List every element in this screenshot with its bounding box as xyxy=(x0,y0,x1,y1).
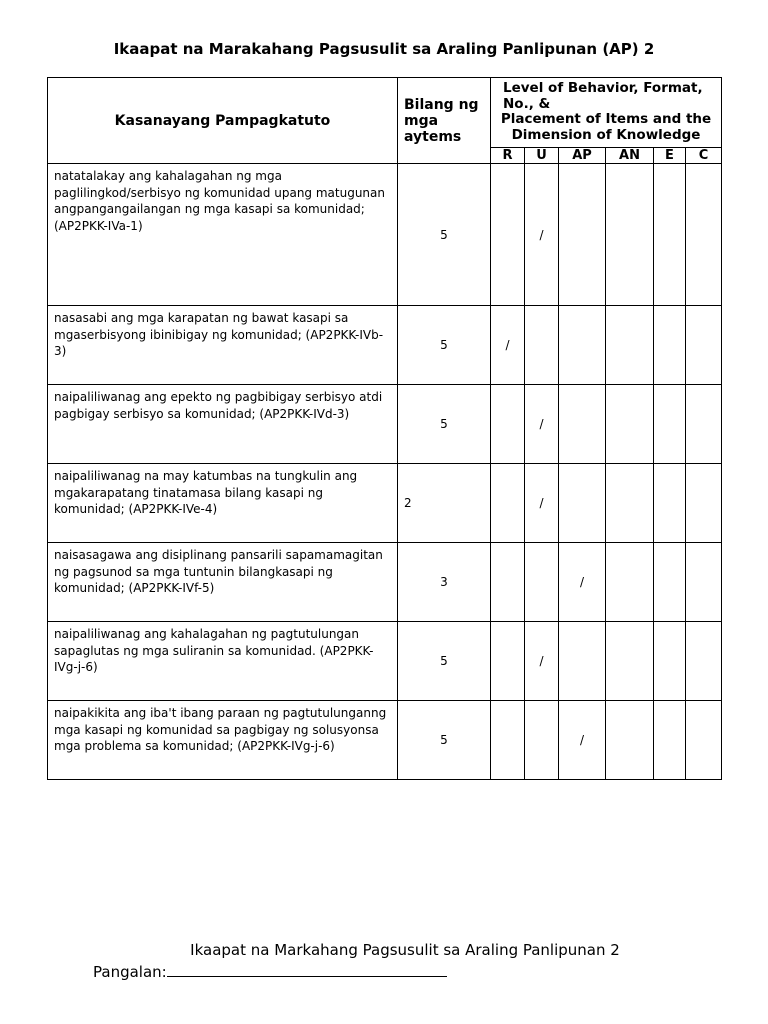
name-blank-line[interactable] xyxy=(167,962,447,977)
mark-an xyxy=(606,622,654,701)
mark-r: / xyxy=(491,306,525,385)
footer-title: Ikaapat na Markahang Pagsusulit sa Araling Panlipunan 2 xyxy=(190,941,620,959)
header-level-u: U xyxy=(525,148,559,164)
mark-e xyxy=(654,164,686,306)
item-count-cell: 5 xyxy=(398,306,491,385)
table-row xyxy=(48,543,722,622)
item-count-cell: 5 xyxy=(398,385,491,464)
table-row xyxy=(48,464,722,543)
table-row xyxy=(48,385,722,464)
mark-u: / xyxy=(525,622,559,701)
mark-ap xyxy=(559,464,606,543)
mark-an xyxy=(606,164,654,306)
mark-e xyxy=(654,464,686,543)
mark-c xyxy=(686,385,722,464)
mark-u: / xyxy=(525,385,559,464)
mark-an xyxy=(606,464,654,543)
page-title: Ikaapat na Marakahang Pagsusulit sa Araling Panlipunan (AP) 2 xyxy=(113,40,655,58)
competency-cell: nasasabi ang mga karapatan ng bawat kasapi sa mgaserbisyong ibinibigay ng komunidad; (AP2PKK-IVb-3) xyxy=(48,306,398,385)
mark-ap xyxy=(559,164,606,306)
mark-ap: / xyxy=(559,543,606,622)
item-count-cell: 5 xyxy=(398,701,491,780)
name-label: Pangalan: xyxy=(93,963,167,981)
table-row xyxy=(48,622,722,701)
header-level-ap: AP xyxy=(559,148,606,164)
mark-r xyxy=(491,464,525,543)
mark-e xyxy=(654,622,686,701)
table-row xyxy=(48,701,722,780)
mark-r xyxy=(491,164,525,306)
header-level: Level of Behavior, Format, No., & Placement of Items and the Dimension of Knowledge xyxy=(491,78,722,148)
mark-c xyxy=(686,701,722,780)
item-count-cell: 5 xyxy=(398,164,491,306)
mark-e xyxy=(654,701,686,780)
mark-c xyxy=(686,306,722,385)
item-count-cell: 3 xyxy=(398,543,491,622)
table-of-specifications xyxy=(47,77,722,780)
mark-r xyxy=(491,543,525,622)
competency-cell: naisasagawa ang disiplinang pansarili sapamamagitan ng pagsunod sa mga tuntunin bilangkasapi ng komunidad; (AP2PKK-IVf-5) xyxy=(48,543,398,622)
mark-u: / xyxy=(525,464,559,543)
mark-u xyxy=(525,543,559,622)
mark-c xyxy=(686,464,722,543)
item-count-cell: 5 xyxy=(398,622,491,701)
competency-cell: naipaliliwanag ang epekto ng pagbibigay serbisyo atdi pagbigay serbisyo sa komunidad; (AP2PKK-IVd-3) xyxy=(48,385,398,464)
competency-cell: naipaliliwanag ang kahalagahan ng pagtutulungan sapaglutas ng mga suliranin sa komunidad. (AP2PKK-IVg-j-6) xyxy=(48,622,398,701)
mark-u xyxy=(525,306,559,385)
mark-r xyxy=(491,385,525,464)
mark-r xyxy=(491,701,525,780)
mark-c xyxy=(686,622,722,701)
header-level-r: R xyxy=(491,148,525,164)
mark-c xyxy=(686,164,722,306)
mark-r xyxy=(491,622,525,701)
mark-u: / xyxy=(525,164,559,306)
mark-ap: / xyxy=(559,701,606,780)
mark-c xyxy=(686,543,722,622)
competency-cell: naipaliliwanag na may katumbas na tungkulin ang mgakarapatang tinatamasa bilang kasapi ng komunidad; (AP2PKK-IVe-4) xyxy=(48,464,398,543)
mark-ap xyxy=(559,306,606,385)
header-level-e: E xyxy=(654,148,686,164)
competency-cell: natatalakay ang kahalagahan ng mga paglilingkod/serbisyo ng komunidad upang matugunan angpangangailangan ng mga kasapi sa komunidad;(AP2PKK-IVa-1) xyxy=(48,164,398,306)
mark-ap xyxy=(559,622,606,701)
mark-an xyxy=(606,385,654,464)
mark-an xyxy=(606,306,654,385)
header-level-an: AN xyxy=(606,148,654,164)
table-row xyxy=(48,306,722,385)
mark-an xyxy=(606,543,654,622)
header-competency: Kasanayang Pampagkatuto xyxy=(48,78,398,164)
name-field[interactable] xyxy=(93,962,447,981)
item-count-cell: 2 xyxy=(398,464,491,543)
mark-e xyxy=(654,306,686,385)
competency-cell: naipakikita ang iba't ibang paraan ng pagtutulunganng mga kasapi ng komunidad sa pagbigay ng solusyonsa mga problema sa komunidad; (AP2PKK-IVg-j-6) xyxy=(48,701,398,780)
mark-ap xyxy=(559,385,606,464)
mark-e xyxy=(654,385,686,464)
table-row xyxy=(48,164,722,306)
mark-e xyxy=(654,543,686,622)
mark-an xyxy=(606,701,654,780)
header-level-c: C xyxy=(686,148,722,164)
mark-u xyxy=(525,701,559,780)
header-item-count: Bilang ng mga aytems xyxy=(398,78,491,164)
